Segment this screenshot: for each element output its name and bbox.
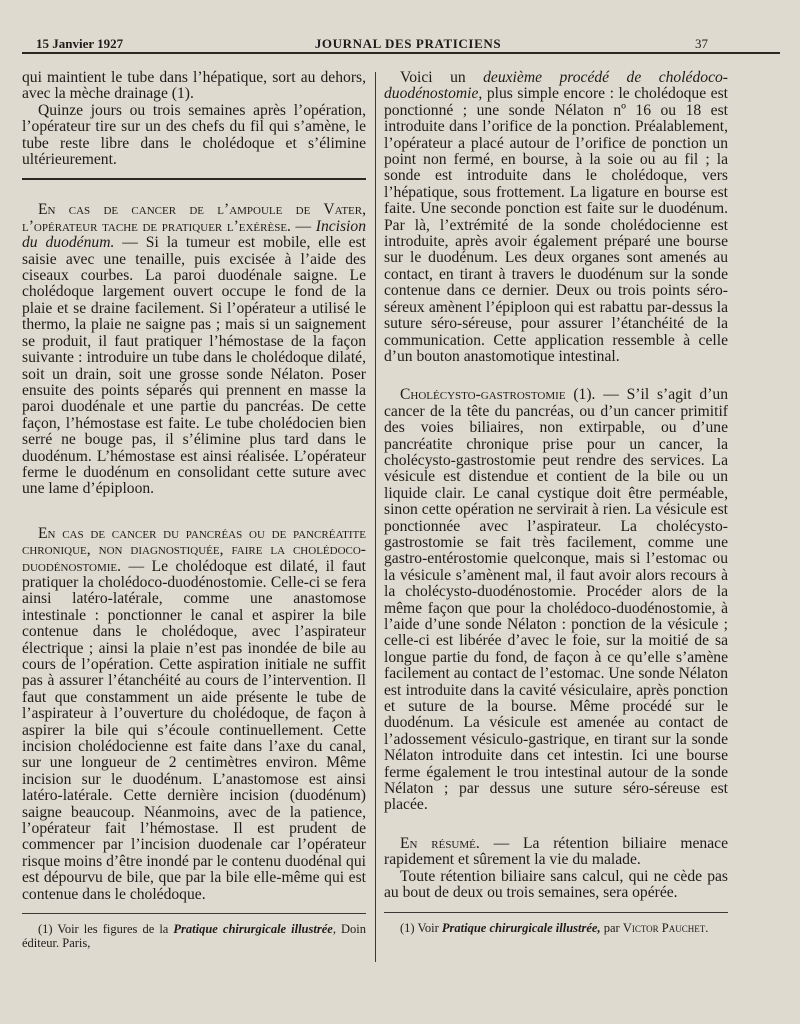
dash: — — [290, 217, 316, 235]
section-body: — S’il s’agit d’un cancer de la tête du pancréas, ou d’un cancer primitif des voies biliaires, non extirpable, ou d’une pancréatite chronique prise pour un cancer, la cholécysto-gastrostomie peut rendre des services. La vésicule est distendue et contient de la bile ou un liquide clair. Le canal cystique doit être perméable, sinon cette opération ne servirait à rien. La vésicule est ponctionnée avec l’aspirateur. La cholécysto-gastrostomie se fait très facilement, comme une gastro-entérostomie quelconque, mais si l’estomac ou la vésicule s’amènent mal, il faut avoir alors recours à la cholécysto-duodénostomie. Procéder alors de la même façon que pour la cholédoco-duodénostomie, à l’aide d’une sonde Nélaton : ponction de la vésicule ; celle-ci est libérée d’avec le foie, sur la moitié de sa longue partie du fond, de façon à ce qu’elle s’amène facilement au contact de l’estomac. Une sonde Nélaton est introduite dans la cavité vésiculaire, après ponction et suture de la bourse. Même procédé sur le duodénum. La vésicule est amenée au contact de l’adossement vésiculo-gastrique, en tirant sur la sonde Nélaton introduite dans cet intestin. Ici une bourse ferme également le trou intestinal autour de la sonde Nélaton ; par dessus une suture séro-séreuse est placée. — [384, 386, 728, 814]
section-body: — La rétention biliaire menace rapidement et sûrement la vie du malade. — [384, 834, 728, 869]
procedure-title: deuxième procédé de cholédoco-duodénostomie, — [384, 69, 728, 103]
right-column — [384, 70, 728, 935]
journal-title: JOURNAL DES PRATICIENS — [314, 36, 502, 51]
note-ref: (1). — [565, 386, 596, 404]
section-pancreas — [22, 526, 366, 903]
footnote-rule — [384, 912, 728, 913]
section-heading: En cas de cancer du pancréas ou de pancréatite chronique, non diagnostiquée, faire la cholédoco-duodénostomie. — [22, 524, 366, 575]
section-heading: En cas de cancer de l’ampoule de Vater, l’opérateur tache de pratiquer l’exérèse. — [22, 201, 366, 235]
spacer — [384, 365, 728, 387]
section-cholecysto — [384, 387, 728, 814]
paragraph: qui maintient le tube dans l’hépatique, sort au dehors, avec la mèche drainage (1). — [22, 69, 366, 103]
paragraph-text: plus simple encore : le cholédoque est ponctionné ; une sonde Nélaton nº 16 ou 18 est introduite dans l’orifice de la ponction. Préalablement, l’opérateur a placé autour de l’orifice de ponction un point non fermé, en bourse, à la soie ou au fil ; la sonde est introduite dans le cholédoque, vers l’hépatique, sous frottement. La ligature en bourse est faite. Une seconde ponction est faite sur le duodénum. Par là, l’extrémité de la sonde cholédocienne est introduite, après avoir également préparé une bourse sur le duodénum. Les deux organes sont amenés au contact, en tirant à travers le duodénum sur la sonde contenue dans ce dernier. Deux ou trois points séro-séreux amènent l’épiploon qui est rabattu par-dessus la suture séro-séreuse, pour assurer l’étanchéité de la communication. Cette application ressemble à celle d’un bouton anastomotique intestinal. — [384, 85, 728, 365]
section-heading: En résumé. — [400, 834, 480, 852]
footnote-text: (1) Voir — [400, 920, 442, 935]
section-body: — Le cholédoque est dilaté, il faut pratiquer la cholédoco-duodénostomie. Celle-ci se fera ainsi latéro-latérale, comme une anastomose intestinale : ponctionner le canal et aspirer la bile contenue dans le cholédoque, avec l’aspirateur électrique ; ainsi la plaie n’est pas inondée de bile au cours de l’opération. Cette aspiration initiale ne suffit pas à assurer l’étanchéité au cours de l’intervention. Il faut que constamment un aide présente le tube de l’aspirateur à l’ouverture du cholédoque, de façon à aspirer la bile qui s’écoule continuellement. Cette incision cholédocienne est faite dans l’axe du canal, sur une longueur de 2 centimètres environ. Même incision sur le duodénum. L’anastomose est ainsi latéro-latérale. Cette dernière incision (duodénum) saigne beaucoup. Néanmoins, avec de la patience, l’opérateur fait l’hémostase. Il est prudent de commencer par l’incision duodenale car l’opérateur risque moins d’être inondé par le contenu duodénal qui est dépourvu de bile, que par la bile elle-même qui est contenue dans le cholédoque. — [22, 557, 366, 903]
running-head — [36, 32, 780, 54]
footnote-author: Victor Pauchet. — [622, 920, 709, 935]
footnote-left — [22, 922, 366, 950]
paragraph-text: Voici un — [400, 69, 484, 86]
page-number: 37 — [695, 36, 708, 51]
spacer — [384, 814, 728, 836]
footnote-text: , Doin éditeur. Paris, — [22, 922, 366, 951]
footnote-right — [384, 921, 728, 935]
paragraph-conclusion: Toute rétention biliaire sans calcul, qui ne cède pas au bout de deux ou trois semaines, sera opérée. — [384, 867, 728, 902]
issue-date: 15 Janvier 1927 — [36, 36, 124, 51]
section-vater — [22, 202, 366, 497]
footnote-title: Pratique chirurgicale illustrée — [173, 922, 333, 937]
footnote-text: (1) Voir les figures de la — [38, 922, 174, 937]
section-rule — [22, 178, 366, 180]
section-body: — Si la tumeur est mobile, elle est saisie avec une tenaille, puis excisée à l’aide des ciseaux courbes. La paroi duodénale saigne. Le cholédoque largement ouvert occupe le fond de la plaie et se draine facilement. Si l’opérateur a utilisé le thermo, la plaie ne saigne pas ; mais si un saignement se produit, il faut pratiquer l’hémostase de la façon suivante : introduire un tube dans le cholédoque dilaté, soit un drain, soit une grosse sonde Nélaton. Poser ensuite des points séparés qui prennent en masse la paroi duodénale et une partie du pancréas. De cette façon, l’hémostase est faite. Le tube cholédocien bien serré ne bouge pas, il s’élimine plus tard dans le duodénum. L’hémostase est ainsi réalisée. L’opérateur ferme le duodénum en consolidant cette suture avec une lame d’épiploon. — [22, 234, 366, 498]
section-heading: Cholécysto-gastrostomie — [400, 386, 566, 404]
footnote-rule — [22, 913, 366, 914]
paragraph-second-procedure — [384, 70, 728, 365]
footnote-text: par — [600, 920, 623, 935]
column-divider — [375, 72, 376, 962]
spacer — [22, 498, 366, 526]
footnote-title: Pratique chirurgicale illustrée, — [441, 920, 601, 935]
section-resume — [384, 836, 728, 869]
left-column — [22, 70, 366, 950]
paragraph: Quinze jours ou trois semaines après l’opération, l’opérateur tire sur un des chefs du fil qui s’amène, le tube reste libre dans le cholédoque et s’élimine ultérieurement. — [22, 101, 366, 169]
subsection-title: Incision du duodénum. — [22, 217, 366, 252]
header-rule — [22, 52, 780, 54]
